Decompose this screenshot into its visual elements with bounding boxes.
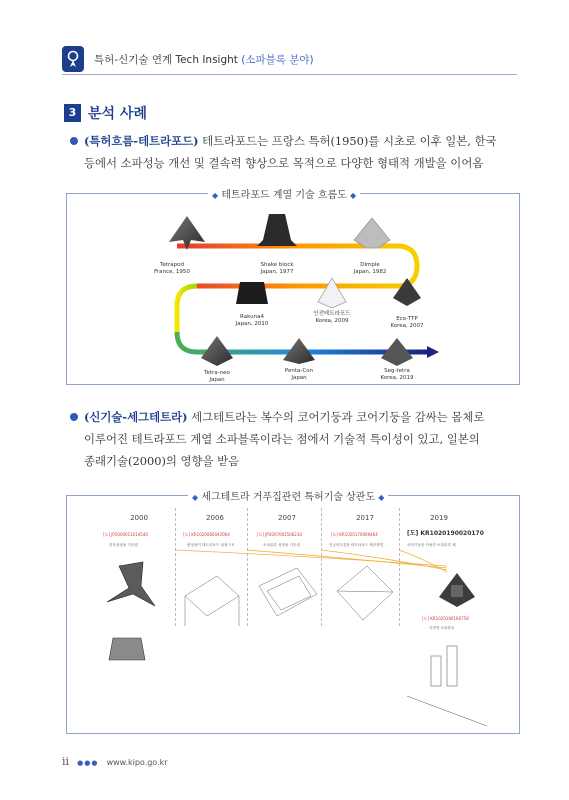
- diamond-icon: ◆: [350, 191, 357, 200]
- node-label-eco-ttp: Eco-TTP Korea, 2007: [390, 316, 424, 329]
- drawing-2019-detail: [407, 646, 487, 726]
- node-label-shake-block: Shake block Japan, 1977: [260, 262, 294, 275]
- patent-title: 탈형용이 테트라포드 성형구조: [187, 543, 235, 547]
- drawing-2017: [337, 566, 393, 620]
- patent-number: [도] KR1020170069464: [331, 532, 378, 537]
- bullet-icon: [70, 413, 78, 421]
- year-label: 2006: [206, 514, 224, 522]
- patent-number: [도] KR1020190166758: [422, 616, 469, 621]
- section-number: 3: [64, 104, 81, 122]
- block-safe-tetrapod: [318, 278, 346, 308]
- page-header: [62, 44, 517, 74]
- patent-title: 인공어초겸용 테트라포드 제조방법: [329, 543, 384, 547]
- block-shake: [257, 214, 297, 246]
- patent-number: [도] JP2007001506234: [257, 532, 302, 537]
- node-label-dimple: Dimple Japan, 1982: [353, 262, 387, 275]
- node-label-rakuna4: Rakuna4 Japan, 2010: [235, 314, 269, 327]
- node-label-tetra-neo: Tetra-neo Japan: [204, 370, 230, 383]
- block-rakuna4: [236, 282, 268, 304]
- figure1-caption: [208, 186, 360, 201]
- section-title: 분석 사례: [88, 106, 147, 122]
- patent-title: 사면형 소파블록: [429, 626, 455, 630]
- paragraph-tetrapod-line1: [84, 130, 496, 152]
- patent-number: [도] KR1020060042064: [183, 532, 230, 537]
- page-number: ii: [62, 755, 70, 768]
- page-footer: [62, 750, 168, 766]
- node-label-tetrapod: Tetrapod France, 1950: [154, 262, 190, 275]
- patent-title: 소파블록 성형용 거푸집: [263, 543, 300, 547]
- patent-title: 코어기둥을 이용한 소파블록 제: [407, 543, 456, 547]
- patent-number: [도] KR1020190020170: [407, 530, 484, 537]
- node-label-safe-tetrapod: 안전테트라포드 Korea, 2009: [313, 311, 351, 324]
- year-label: 2000: [130, 514, 148, 522]
- paragraph-lead: (신기술-세그테트라): [84, 410, 188, 424]
- header-title-main: 특허-신기술 연계 Tech Insight: [94, 54, 238, 66]
- figure2-caption-text: 세그테트라 거푸집관련 특허기술 상관도: [201, 492, 376, 503]
- footer-url-link[interactable]: www.kipo.go.kr: [106, 758, 168, 767]
- drawing-2007: [259, 568, 317, 616]
- patent-drawings: [67, 496, 519, 733]
- paragraph-text: 세그테트라는 복수의 코어기둥과 코어기둥을 감싸는 몸체로: [187, 410, 485, 424]
- block-eco-ttp: [393, 278, 421, 306]
- kipo-logo-icon: [62, 46, 84, 72]
- node-label-penta-con: Penta-Con Japan: [284, 368, 314, 381]
- year-label: 2019: [430, 514, 448, 522]
- paragraph-text: 테트라포드는 프랑스 특허(1950)를 시초로 이후 일본, 한국: [198, 134, 497, 148]
- diamond-icon: ◆: [212, 191, 219, 200]
- flow-path-middle: [177, 286, 197, 332]
- paragraph-segtetra-line2: 이루어진 테트라포드 계열 소파블록이라는 점에서 기술적 특이성이 있고, 일본의: [84, 432, 480, 446]
- bullet-icon: [70, 137, 78, 145]
- paragraph-tetrapod-line2: 등에서 소파성능 개선 및 결속력 향상으로 목적으로 다양한 형태적 개발을 이어옴: [84, 156, 484, 170]
- node-label-seg-tetra: Seg-tetra Korea, 2019: [380, 368, 414, 381]
- flow-diagram: [67, 194, 519, 384]
- link-curve: [321, 550, 447, 570]
- year-label: 2017: [356, 514, 374, 522]
- header-title-accent: (소파블록 분야): [241, 54, 314, 66]
- figure2-caption: [188, 488, 388, 503]
- block-dimple: [354, 218, 390, 248]
- figure-patent-correlation: [66, 495, 520, 734]
- diamond-icon: ◆: [192, 493, 199, 502]
- drawing-2000: [107, 562, 155, 606]
- drawing-2019: [439, 573, 475, 607]
- paragraph-segtetra-line1: [84, 406, 484, 428]
- paragraph-lead: (특허흐름-테트라포드): [84, 134, 199, 148]
- figure-tetrapod-flow: [66, 193, 520, 385]
- footer-dots-icon: ●●●: [77, 759, 99, 767]
- drawing-2000-detail: [109, 638, 145, 660]
- drawing-2006: [185, 576, 239, 626]
- year-label: 2007: [278, 514, 296, 522]
- patent-title: 블록성형용 거푸집: [109, 543, 138, 547]
- figure1-caption-text: 테트라포드 계열 기술 흐름도: [221, 190, 347, 201]
- patent-number: [도] JP2000011014540: [103, 532, 148, 537]
- diamond-icon: ◆: [378, 493, 385, 502]
- header-divider: [62, 74, 517, 75]
- flow-arrow-head: [427, 346, 439, 358]
- header-title: [94, 52, 314, 67]
- paragraph-segtetra-line3: 종래기술(2000)의 영향을 받음: [84, 454, 240, 468]
